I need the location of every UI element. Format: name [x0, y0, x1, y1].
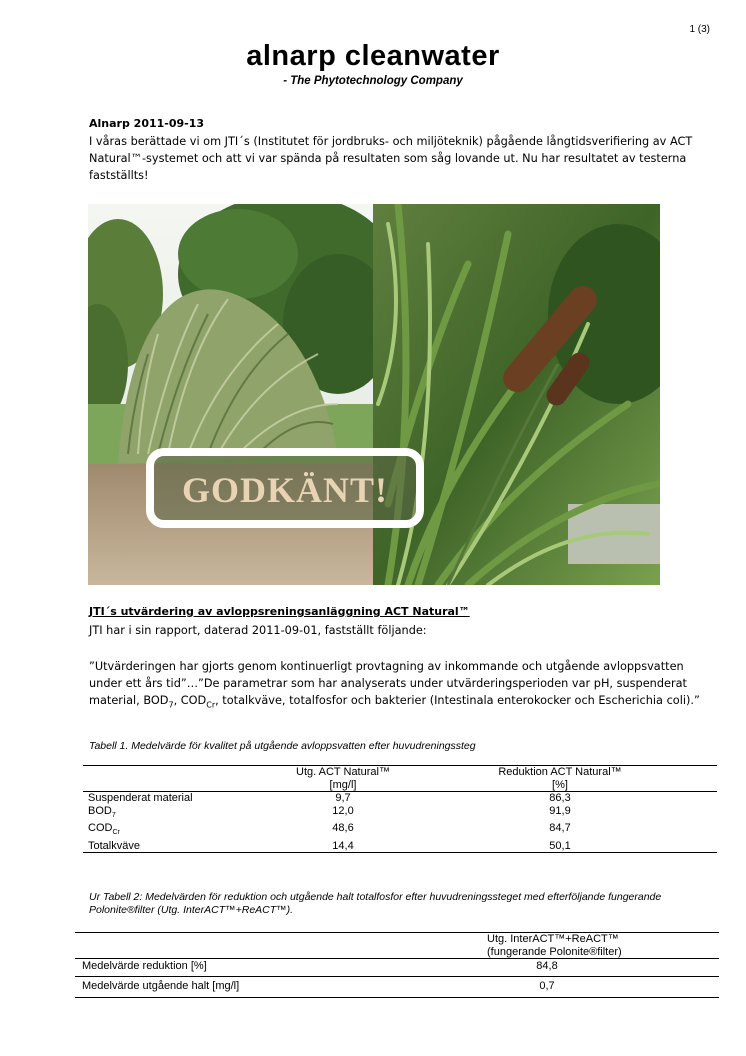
table1-quality [83, 765, 717, 853]
table2-header-empty [75, 933, 475, 959]
table-row [75, 959, 719, 977]
row-label: Medelvärde reduktion [%] [75, 959, 475, 977]
reed-plants-photo [88, 204, 660, 585]
row-label: Totalkväve [88, 839, 140, 852]
table1-header-row [83, 766, 717, 792]
row-utg-value: 14,4 [332, 839, 354, 852]
quote-cod-subscript: Cr [206, 700, 216, 710]
table-row [83, 840, 717, 853]
page-number: 1 (3) [689, 24, 710, 35]
report-quote [89, 658, 719, 713]
table1-header-empty [83, 766, 283, 792]
approved-badge-text: GODKÄNT! [182, 470, 388, 510]
row-utg-value: 12,0 [332, 804, 354, 817]
table2-header-row [75, 933, 719, 959]
row-reduction-value: 84,7 [549, 822, 571, 835]
table-row [83, 822, 717, 840]
row-label: $BOD_7$ [88, 804, 116, 819]
table2-col-header: Utg. InterACT™+ReACT™ (fungerande Polonite®filter) [475, 933, 719, 959]
right-photo-panel [373, 204, 660, 585]
table-row [75, 976, 719, 998]
brand-tagline: - The Phytotechnology Company [283, 75, 463, 87]
table2-phosphorus [75, 932, 719, 998]
approved-badge [150, 452, 420, 524]
row-spacer [619, 959, 719, 977]
table1-col1-header: Utg. ACT Natural™ [mg/l] [283, 766, 403, 792]
row-utg-value: 48,6 [332, 822, 354, 835]
row-value: 84,8 [475, 959, 619, 977]
quote-text-2: , COD [173, 694, 207, 707]
row-reduction-value: 86,3 [549, 792, 571, 804]
quote-text-3: , totalkväve, totalfosfor och bakterier (Intestinala enterokocker och Escherichia coli).” [215, 694, 700, 707]
brand-title: alnarp cleanwater [246, 40, 500, 72]
row-spacer [619, 976, 719, 998]
table1-col2-header: Reduktion ACT Natural™ [%] [403, 766, 717, 792]
report-line: JTI har i sin rapport, daterad 2011-09-01, fastställt följande: [89, 624, 427, 637]
quote-text-1: ”Utvärderingen har gjorts genom kontinuerligt provtagning av inkommande och utgående avloppsvatten under ett års tid”…”De parametrar som har analyserats under utvärderingsperioden var pH, suspenderat material, BOD [89, 660, 687, 707]
table2-caption: Ur Tabell 2: Medelvärden för reduktion och utgående halt totalfosfor efter huvudreningssteget med efterföljande fungerande Polonite®filter (Utg. InterACT™+ReACT™). [89, 891, 662, 916]
date-heading: Alnarp 2011-09-13 [89, 117, 205, 130]
quote-bod-subscript: 7 [168, 700, 174, 710]
intro-paragraph: I våras berättade vi om JTI´s (Institutet för jordbruks- och miljöteknik) pågående långtidsverifiering av ACT Natural™-systemet och att vi var spända på resultaten som såg lovande ut. Nu har resultatet av testerna fastställts! [89, 135, 693, 182]
row-reduction-value: 50,1 [549, 839, 571, 852]
row-label: Medelvärde utgående halt [mg/l] [82, 979, 240, 992]
section-heading: JTI´s utvärdering av avloppsreningsanläggning ACT Natural™ [89, 605, 470, 618]
row-label: Suspenderat material [88, 792, 193, 804]
row-reduction-value: 91,9 [549, 804, 571, 817]
table-row [83, 805, 717, 823]
row-label: $COD_{Cr}$ [88, 822, 120, 837]
table1-caption: Tabell 1. Medelvärde för kvalitet på utgående avloppsvatten efter huvudreningssteg [89, 740, 476, 752]
row-value: 0,7 [539, 979, 555, 992]
row-utg-value: 9,7 [335, 792, 351, 804]
table-row [83, 792, 717, 805]
